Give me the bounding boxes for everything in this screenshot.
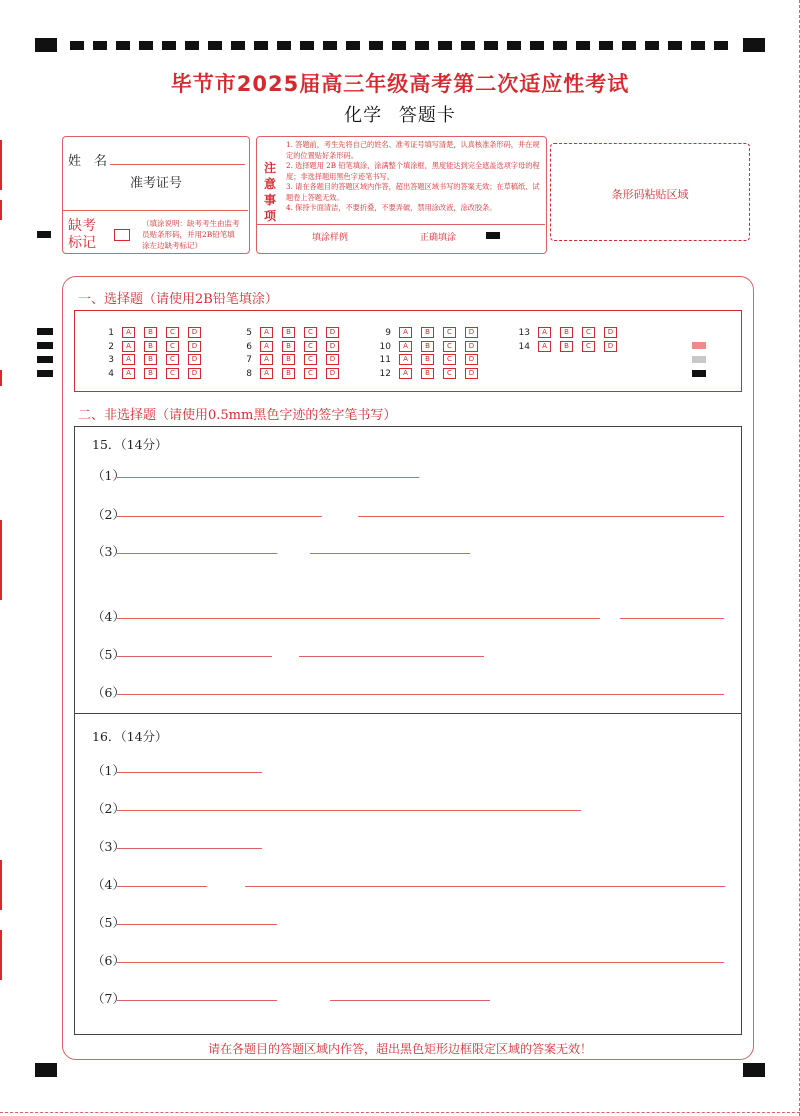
- timing-mark: [37, 356, 53, 363]
- timing-dash: [139, 41, 153, 50]
- choice-bubble-a[interactable]: A: [260, 327, 273, 338]
- exam-id-label: 准考证号: [130, 176, 183, 191]
- edge-mark: [0, 140, 2, 190]
- choice-question-number: 9: [385, 328, 391, 338]
- choice-bubble-c[interactable]: C: [304, 354, 317, 365]
- q16-label-4: （4）: [92, 877, 125, 892]
- timing-dash: [116, 41, 130, 50]
- edge-mark: [0, 370, 2, 386]
- timing-mark: [37, 342, 53, 349]
- timing-dash: [553, 41, 567, 50]
- choice-bubble-b[interactable]: B: [560, 341, 573, 352]
- edge-mark: [0, 200, 2, 220]
- q16-answer-line[interactable]: [117, 962, 724, 963]
- sample-pink: [692, 342, 706, 349]
- choice-bubble-b[interactable]: B: [144, 368, 157, 379]
- card-name: 答题卡: [398, 105, 456, 126]
- choice-bubble-d[interactable]: D: [604, 327, 617, 338]
- choice-question-number: 5: [246, 328, 252, 338]
- choice-question: [508, 341, 626, 352]
- timing-dash: [346, 41, 360, 50]
- choice-bubble-c[interactable]: C: [166, 368, 179, 379]
- choice-bubble-b[interactable]: B: [282, 368, 295, 379]
- notice-divider: [257, 224, 545, 225]
- timing-dash: [507, 41, 521, 50]
- choice-bubble-c[interactable]: C: [443, 354, 456, 365]
- edge-mark: [0, 520, 2, 600]
- q16-header: 16．（14分）: [92, 729, 168, 744]
- q16-answer-line[interactable]: [117, 810, 581, 811]
- section1-title: 一、选择题（请使用2B铅笔填涂）: [78, 292, 278, 307]
- choice-bubble-b[interactable]: B: [144, 327, 157, 338]
- corner-mark: [35, 1063, 57, 1077]
- sample-label: 填涂样例: [312, 233, 349, 243]
- q16-answer-line[interactable]: [117, 924, 277, 925]
- q15-header: 15．（14分）: [92, 437, 168, 452]
- choice-bubble-a[interactable]: A: [122, 327, 135, 338]
- q15-label-3: （3）: [92, 544, 125, 559]
- corner-mark: [743, 1063, 765, 1077]
- choice-bubble-c[interactable]: C: [443, 368, 456, 379]
- choice-bubble-d[interactable]: D: [465, 341, 478, 352]
- choice-bubble-c[interactable]: C: [166, 327, 179, 338]
- choice-bubble-d[interactable]: D: [188, 354, 201, 365]
- choice-question: [230, 354, 348, 365]
- barcode-label: 条形码粘贴区域: [611, 188, 689, 201]
- notice-title: [262, 160, 278, 224]
- q15-answer-line[interactable]: [117, 516, 322, 517]
- choice-bubble-b[interactable]: B: [421, 341, 434, 352]
- notice-item: 2. 选择题用 2B 铅笔填涂，涂满整个填涂框，黑度能达到完全遮盖选项字母的程度；非选择题用黑色字迹笔书写。: [286, 161, 540, 181]
- timing-dash: [668, 41, 682, 50]
- section2-title: 二、非选择题（请使用0.5mm黑色字迹的签字笔书写）: [78, 408, 397, 423]
- choice-question: [369, 341, 487, 352]
- timing-dash: [461, 41, 475, 50]
- choice-question-number: 13: [518, 328, 530, 338]
- timing-dash: [277, 41, 291, 50]
- choice-bubble-a[interactable]: A: [399, 368, 412, 379]
- choice-bubble-d[interactable]: D: [326, 368, 339, 379]
- notice-title-char: 注: [263, 161, 276, 175]
- timing-dash: [392, 41, 406, 50]
- timing-dash: [691, 41, 705, 50]
- choice-bubble-c[interactable]: C: [582, 341, 595, 352]
- choice-bubble-a[interactable]: A: [399, 341, 412, 352]
- choice-bubble-b[interactable]: B: [282, 341, 295, 352]
- q15-box: [74, 426, 742, 714]
- choice-question: [230, 341, 348, 352]
- choice-bubble-d[interactable]: D: [465, 368, 478, 379]
- timing-dash: [323, 41, 337, 50]
- q16-label-3: （3）: [92, 839, 125, 854]
- exam-id-divider: [63, 210, 248, 211]
- q15-answer-line[interactable]: [117, 553, 277, 554]
- q15-label-5: （5）: [92, 647, 125, 662]
- choice-question: [92, 341, 210, 352]
- absent-label-line2: 标记: [68, 235, 96, 251]
- q15-label-2: （2）: [92, 507, 125, 522]
- notice-title-char: 项: [263, 209, 276, 223]
- q16-answer-line[interactable]: [245, 886, 725, 887]
- choice-bubble-c[interactable]: C: [443, 341, 456, 352]
- timing-dash: [415, 41, 429, 50]
- timing-dash: [162, 41, 176, 50]
- corner-mark: [35, 38, 57, 52]
- choice-bubble-b[interactable]: B: [144, 354, 157, 365]
- choice-bubble-d[interactable]: D: [326, 327, 339, 338]
- q16-answer-line[interactable]: [330, 1000, 490, 1001]
- timing-dash: [622, 41, 636, 50]
- choice-question-number: 12: [379, 368, 391, 379]
- timing-mark: [37, 328, 53, 335]
- notice-title-char: 事: [263, 193, 276, 207]
- q16-answer-line[interactable]: [117, 848, 262, 849]
- notice-item: 4. 保持卡面清洁，不要折叠，不要弄破，禁用涂改液，涂改胶条。: [286, 203, 497, 212]
- choice-bubble-a[interactable]: A: [399, 327, 412, 338]
- timing-dash: [576, 41, 590, 50]
- timing-dash: [208, 41, 222, 50]
- choice-question: [230, 327, 348, 338]
- choice-question-number: 4: [108, 368, 114, 379]
- choice-bubble-d[interactable]: D: [188, 341, 201, 352]
- choice-question-number: 7: [246, 355, 252, 365]
- name-label: 姓 名: [68, 154, 108, 169]
- choice-bubble-c[interactable]: C: [304, 341, 317, 352]
- choice-bubble-a[interactable]: A: [260, 354, 273, 365]
- edge-mark: [0, 930, 2, 980]
- q16-label-6: （6）: [92, 953, 125, 968]
- corner-mark: [743, 38, 765, 52]
- timing-mark: [37, 370, 53, 377]
- choice-bubble-c[interactable]: C: [166, 354, 179, 365]
- bottom-edge: [0, 1112, 800, 1113]
- q16-answer-line[interactable]: [117, 886, 207, 887]
- timing-dash: [599, 41, 613, 50]
- card-subtitle: [0, 101, 800, 127]
- q16-label-7: （7）: [92, 991, 125, 1006]
- timing-dash: [254, 41, 268, 50]
- notice-item: 1. 答题前，考生先将自己的姓名、准考证号填写清楚，认真核准条形码，并在规定的位置贴好条形码。: [286, 140, 540, 160]
- q15-answer-line[interactable]: [358, 516, 724, 517]
- choice-bubble-b[interactable]: B: [421, 368, 434, 379]
- correct-label: 正确填涂: [420, 233, 457, 243]
- q16-label-5: （5）: [92, 915, 125, 930]
- q15-answer-line[interactable]: [299, 656, 484, 657]
- absent-label-line1: 缺考: [68, 218, 96, 234]
- choice-bubble-c[interactable]: C: [166, 341, 179, 352]
- timing-dash: [185, 41, 199, 50]
- timing-dash: [645, 41, 659, 50]
- choice-question-number: 10: [379, 341, 391, 352]
- edge-mark: [0, 860, 2, 910]
- choice-bubble-b[interactable]: B: [144, 341, 157, 352]
- choice-question-number: 8: [246, 368, 252, 379]
- choice-bubble-b[interactable]: B: [421, 327, 434, 338]
- q15-answer-line[interactable]: [620, 618, 724, 619]
- timing-mark: [37, 231, 51, 238]
- notice-item: 3. 请在各题目的答题区域内作答，超出答题区域书写的答案无效；在草稿纸、试题卷上答题无效。: [286, 182, 540, 202]
- q16-box: [74, 712, 742, 1035]
- choice-question: [369, 368, 487, 379]
- timing-dash: [231, 41, 245, 50]
- choice-bubble-b[interactable]: B: [282, 354, 295, 365]
- choice-question-number: 6: [246, 341, 252, 352]
- q15-answer-line[interactable]: [310, 553, 470, 554]
- timing-dash: [484, 41, 498, 50]
- timing-dash: [714, 41, 728, 50]
- notice-title-char: 意: [263, 177, 276, 191]
- choice-question-number: 14: [518, 341, 530, 352]
- choice-question: [369, 327, 487, 338]
- choice-bubble-a[interactable]: A: [122, 341, 135, 352]
- choice-question: [230, 368, 348, 379]
- choice-bubble-a[interactable]: A: [399, 354, 412, 365]
- choice-question: [92, 368, 210, 379]
- choice-bubble-c[interactable]: C: [582, 327, 595, 338]
- choice-bubble-a[interactable]: A: [122, 368, 135, 379]
- choice-question-number: 3: [108, 355, 114, 365]
- choice-bubble-b[interactable]: B: [421, 354, 434, 365]
- choice-bubble-d[interactable]: D: [326, 354, 339, 365]
- choice-bubble-a[interactable]: A: [538, 327, 551, 338]
- absent-checkbox[interactable]: [114, 229, 130, 241]
- q15-answer-line[interactable]: [117, 477, 419, 478]
- choice-question-number: 1: [108, 328, 114, 338]
- choice-bubble-a[interactable]: A: [538, 341, 551, 352]
- absent-note: （填涂说明：缺考考生由监考员贴条形码，并用2B铅笔填涂左边缺考标记）: [142, 219, 240, 250]
- choice-bubble-c[interactable]: C: [304, 368, 317, 379]
- correct-fill-sample: [486, 232, 500, 239]
- choice-question: [369, 354, 487, 365]
- choice-bubble-d[interactable]: D: [326, 341, 339, 352]
- choice-bubble-d[interactable]: D: [188, 368, 201, 379]
- choice-bubble-c[interactable]: C: [443, 327, 456, 338]
- q16-answer-line[interactable]: [117, 772, 262, 773]
- timing-dash: [300, 41, 314, 50]
- timing-dash: [93, 41, 107, 50]
- name-field[interactable]: [110, 164, 245, 165]
- q15-label-6: （6）: [92, 685, 125, 700]
- choice-bubble-d[interactable]: D: [465, 354, 478, 365]
- choice-question: [92, 354, 210, 365]
- q15-answer-line[interactable]: [117, 694, 724, 695]
- exam-title: 毕节市2025届高三年级高考第二次适应性考试: [170, 72, 630, 96]
- sample-black: [692, 370, 706, 377]
- choice-bubble-b[interactable]: B: [282, 327, 295, 338]
- choice-bubble-d[interactable]: D: [188, 327, 201, 338]
- choice-bubble-d[interactable]: D: [604, 341, 617, 352]
- choice-question-number: 2: [108, 341, 114, 352]
- q16-label-1: （1）: [92, 763, 125, 778]
- choice-bubble-a[interactable]: A: [260, 341, 273, 352]
- q15-label-4: （4）: [92, 609, 125, 624]
- choice-bubble-b[interactable]: B: [560, 327, 573, 338]
- sample-gray: [692, 356, 706, 363]
- subject-name: 化学: [344, 105, 383, 126]
- choice-question: [508, 327, 626, 338]
- choice-bubble-d[interactable]: D: [465, 327, 478, 338]
- q15-answer-line[interactable]: [117, 618, 600, 619]
- footer-warning: 请在各题目的答题区域内作答，超出黑色矩形边框限定区域的答案无效！: [207, 1042, 592, 1056]
- timing-dash: [369, 41, 383, 50]
- choice-bubble-c[interactable]: C: [304, 327, 317, 338]
- timing-dash: [438, 41, 452, 50]
- timing-dash: [70, 41, 84, 50]
- choice-question: [92, 327, 210, 338]
- q15-label-1: （1）: [92, 468, 125, 483]
- choice-bubble-a[interactable]: A: [260, 368, 273, 379]
- choice-bubble-a[interactable]: A: [122, 354, 135, 365]
- absent-label: [68, 218, 96, 252]
- notice-items: [286, 140, 540, 214]
- q15-answer-line[interactable]: [117, 656, 272, 657]
- q16-label-2: （2）: [92, 801, 125, 816]
- timing-dash: [530, 41, 544, 50]
- choice-question-number: 11: [379, 355, 391, 365]
- q16-answer-line[interactable]: [117, 1000, 277, 1001]
